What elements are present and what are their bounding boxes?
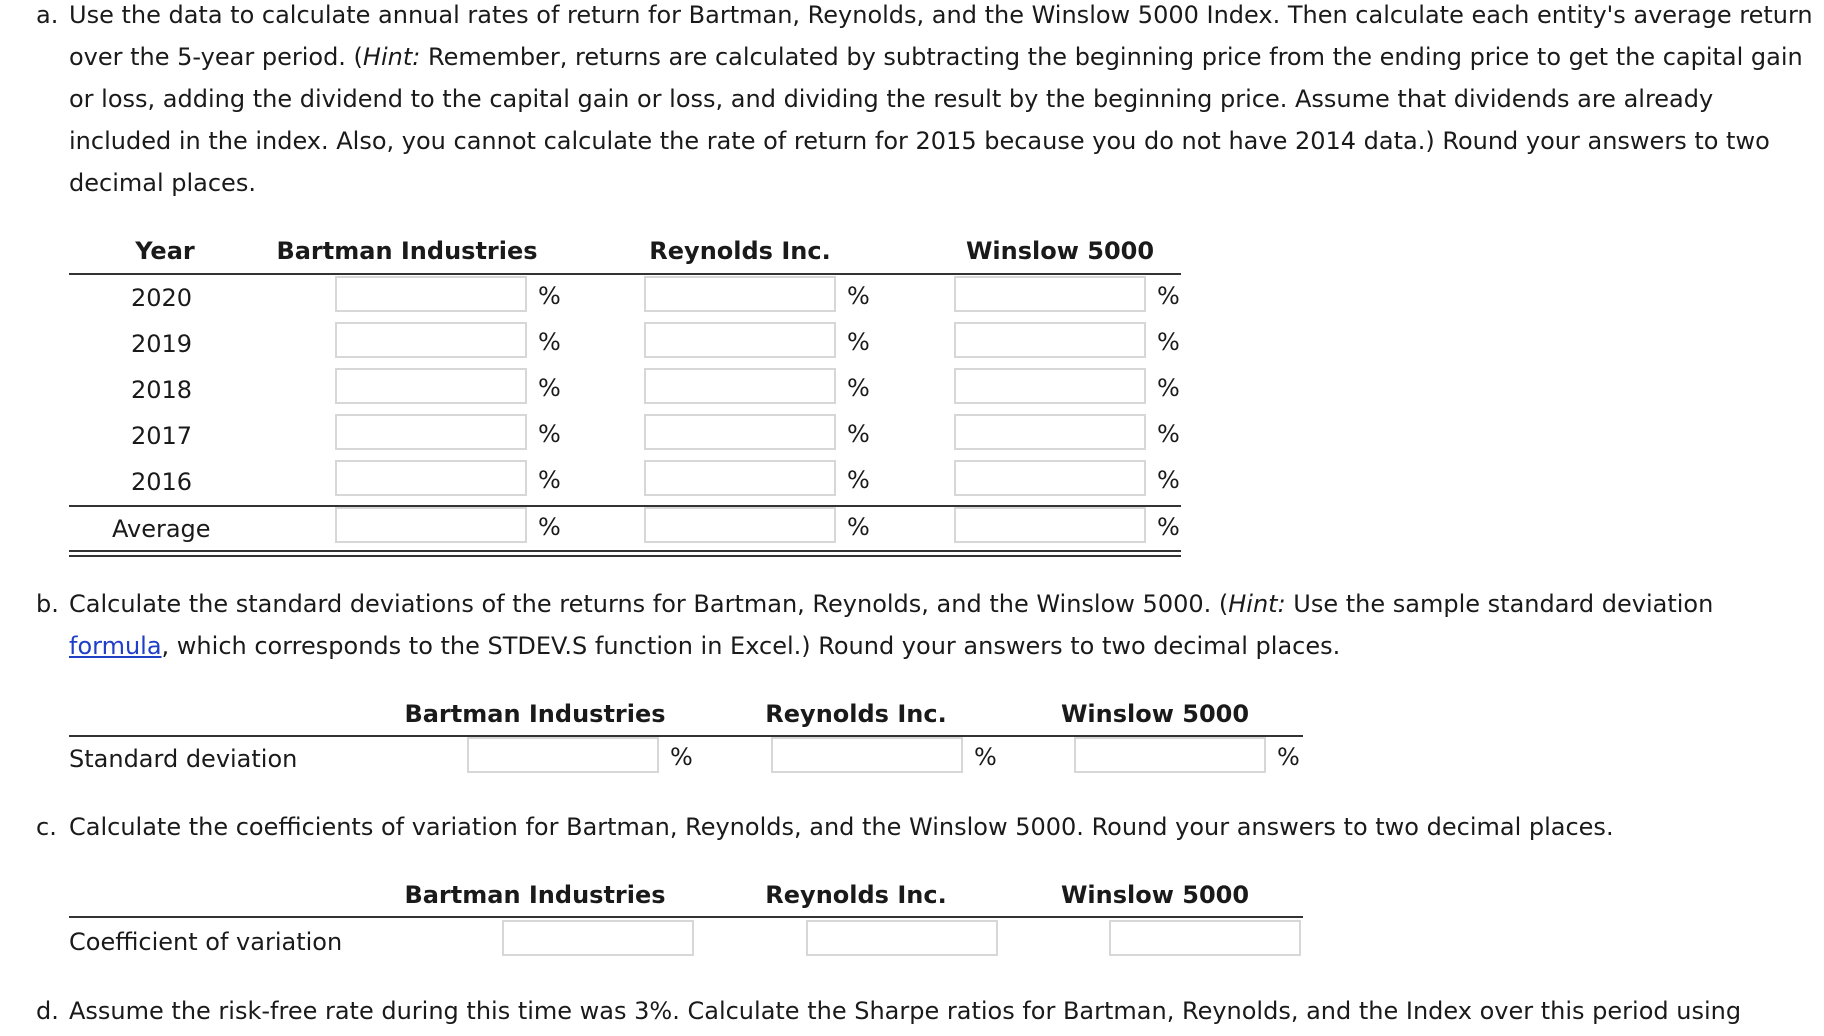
sd-header-winslow: Winslow 5000 (1060, 700, 1250, 728)
part-c-label: c. (36, 813, 57, 841)
row-label-year: 2017 (131, 422, 193, 450)
sd-header-reynolds: Reynolds Inc. (765, 700, 947, 728)
cv-winslow-input[interactable] (1109, 920, 1301, 956)
sd-reynolds-input[interactable] (771, 737, 963, 773)
part-c-text: Calculate the coefficients of variation for Bartman, Reynolds, and the Winslow 5000. Round your answers to two decimal places. (69, 813, 1614, 841)
sd-winslow-input[interactable] (1074, 737, 1266, 773)
return-reynolds-input[interactable] (644, 276, 836, 312)
average-reynolds-input[interactable] (644, 507, 836, 543)
average-bartman-unit: % (538, 513, 561, 541)
return-winslow-input[interactable] (954, 276, 1146, 312)
return-winslow-unit: % (1157, 282, 1180, 310)
return-bartman-input[interactable] (335, 276, 527, 312)
return-winslow-input[interactable] (954, 460, 1146, 496)
return-bartman-input[interactable] (335, 322, 527, 358)
row-label-year: 2020 (131, 284, 193, 312)
return-bartman-unit: % (538, 466, 561, 494)
row-label-year: 2018 (131, 376, 193, 404)
return-reynolds-input[interactable] (644, 322, 836, 358)
formula-link[interactable]: formula (69, 632, 162, 660)
table-a-bottom-rule-2 (69, 555, 1181, 557)
part-b-text-3: , which corresponds to the STDEV.S function in Excel.) Round your answers to two decimal places. (161, 632, 1341, 660)
sd-winslow-unit: % (1277, 743, 1300, 771)
return-reynolds-input[interactable] (644, 368, 836, 404)
part-a-question (36, 0, 1816, 204)
return-reynolds-unit: % (847, 466, 870, 494)
table-c-header-rule (69, 916, 1303, 918)
average-reynolds-unit: % (847, 513, 870, 541)
average-winslow-unit: % (1157, 513, 1180, 541)
return-reynolds-unit: % (847, 328, 870, 356)
part-d-question (36, 990, 1816, 1032)
return-winslow-unit: % (1157, 328, 1180, 356)
cv-reynolds-input[interactable] (806, 920, 998, 956)
return-reynolds-unit: % (847, 420, 870, 448)
part-d-text: Assume the risk-free rate during this time was 3%. Calculate the Sharpe ratios for Bartman, Reynolds, and the Index over this period using (69, 997, 1742, 1025)
sd-header-bartman: Bartman Industries (404, 700, 666, 728)
part-b-question (36, 583, 1816, 667)
return-bartman-unit: % (538, 282, 561, 310)
return-winslow-unit: % (1157, 466, 1180, 494)
sd-reynolds-unit: % (974, 743, 997, 771)
col-header-bartman: Bartman Industries (276, 237, 538, 265)
col-header-winslow: Winslow 5000 (965, 237, 1155, 265)
return-winslow-unit: % (1157, 374, 1180, 402)
return-reynolds-unit: % (847, 374, 870, 402)
part-a-text-2: Remember, returns are calculated by subtracting the beginning price from the ending price to get the capital gain or loss, adding the dividend to the capital gain or loss, and dividing the result by the beginning price. Assume that dividends are already included in the index. Also, you cannot calculate the rate of return for 2015 because you do not have 2014 data.) Round your answers to two decimal places. (69, 43, 1803, 197)
table-a-header-rule (69, 273, 1181, 275)
part-b-label: b. (36, 590, 59, 618)
return-bartman-unit: % (538, 374, 561, 402)
return-bartman-input[interactable] (335, 368, 527, 404)
return-bartman-unit: % (538, 420, 561, 448)
return-bartman-unit: % (538, 328, 561, 356)
row-label-year: 2019 (131, 330, 193, 358)
average-winslow-input[interactable] (954, 507, 1146, 543)
part-c-question (36, 806, 1816, 848)
return-bartman-input[interactable] (335, 460, 527, 496)
part-a-hint-word: Hint: (362, 43, 421, 71)
sd-bartman-unit: % (670, 743, 693, 771)
return-winslow-input[interactable] (954, 322, 1146, 358)
return-winslow-unit: % (1157, 420, 1180, 448)
return-winslow-input[interactable] (954, 414, 1146, 450)
part-b-text-2: Use the sample standard deviation (1285, 590, 1714, 618)
row-label-standard-deviation: Standard deviation (69, 745, 298, 773)
cv-header-bartman: Bartman Industries (404, 881, 666, 909)
return-reynolds-unit: % (847, 282, 870, 310)
row-label-coefficient-of-variation: Coefficient of variation (69, 928, 343, 956)
sd-bartman-input[interactable] (467, 737, 659, 773)
return-reynolds-input[interactable] (644, 460, 836, 496)
part-a-label: a. (36, 1, 59, 29)
col-header-year: Year (135, 237, 195, 265)
return-bartman-input[interactable] (335, 414, 527, 450)
row-label-average: Average (112, 515, 211, 543)
part-b-text-1: Calculate the standard deviations of the returns for Bartman, Reynolds, and the Winslow 5000. ( (69, 590, 1229, 618)
return-winslow-input[interactable] (954, 368, 1146, 404)
part-a-text-1: Use the data to calculate annual rates of return for Bartman, Reynolds, and the Winslow 5000 Index. Then calculate each entity's average return over the 5-year period. ( (69, 1, 1813, 71)
cv-bartman-input[interactable] (502, 920, 694, 956)
cv-header-reynolds: Reynolds Inc. (765, 881, 947, 909)
part-d-label: d. (36, 997, 59, 1025)
return-reynolds-input[interactable] (644, 414, 836, 450)
row-label-year: 2016 (131, 468, 193, 496)
table-a-bottom-rule-1 (69, 550, 1181, 552)
cv-header-winslow: Winslow 5000 (1060, 881, 1250, 909)
part-b-hint-word: Hint: (1228, 590, 1286, 618)
col-header-reynolds: Reynolds Inc. (649, 237, 831, 265)
average-bartman-input[interactable] (335, 507, 527, 543)
